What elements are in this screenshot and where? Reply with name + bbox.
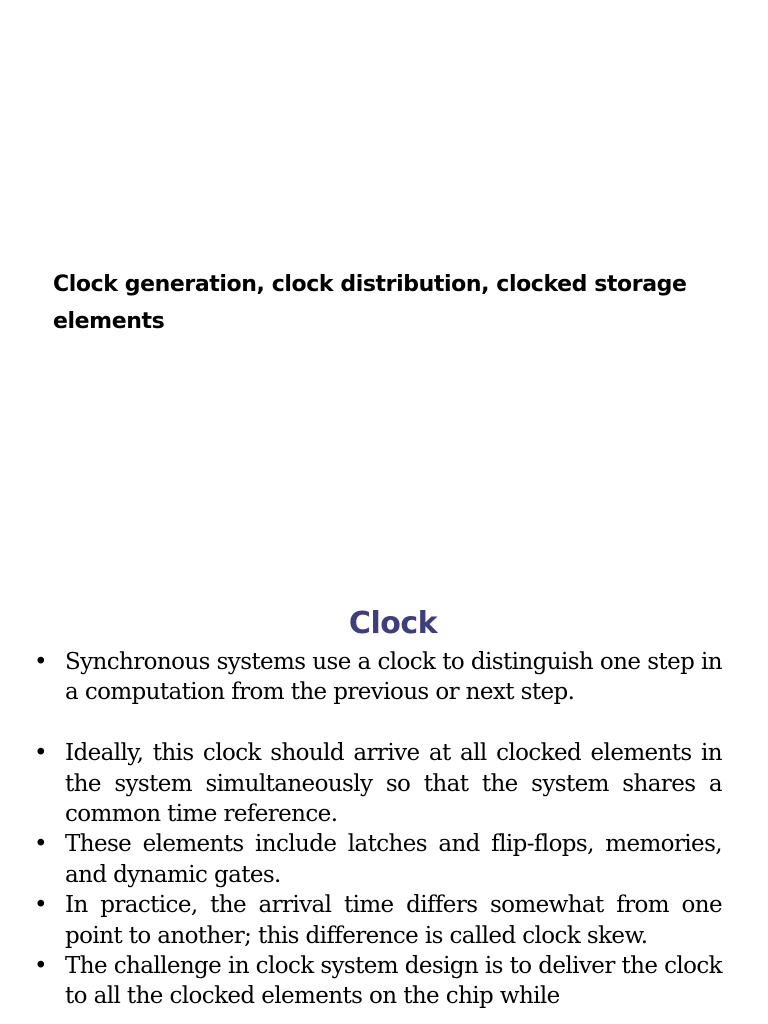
bullet-text: These elements include latches and flip-flops, memories, and dynamic gates. — [65, 831, 722, 888]
bullet-icon: • — [34, 953, 47, 980]
bullet-item — [30, 647, 722, 708]
bullet-item — [30, 951, 722, 1012]
bullet-text: The challenge in clock system design is to deliver the clock to all the clocked elements on the chip while — [65, 953, 722, 1010]
bullet-icon: • — [34, 740, 47, 767]
bullet-icon: • — [34, 892, 47, 919]
bullet-item — [30, 890, 722, 951]
bullet-text: Ideally, this clock should arrive at all clocked elements in the system simultaneously so that the system shares a common time reference. — [65, 740, 722, 828]
bullet-item — [30, 738, 722, 829]
bullet-text: In practice, the arrival time differs somewhat from one point to another; this difference is called clock skew. — [65, 892, 722, 949]
slide-title: Clock generation, clock distribution, clocked storage elements — [53, 272, 687, 334]
bullet-text: Synchronous systems use a clock to distinguish one step in a computation from the previous or next step. — [65, 649, 722, 706]
bullet-icon: • — [34, 831, 47, 858]
section-heading: Clock — [348, 606, 438, 641]
bullet-item — [30, 829, 722, 890]
bullet-icon: • — [34, 649, 47, 675]
bullet-list — [30, 647, 722, 1012]
